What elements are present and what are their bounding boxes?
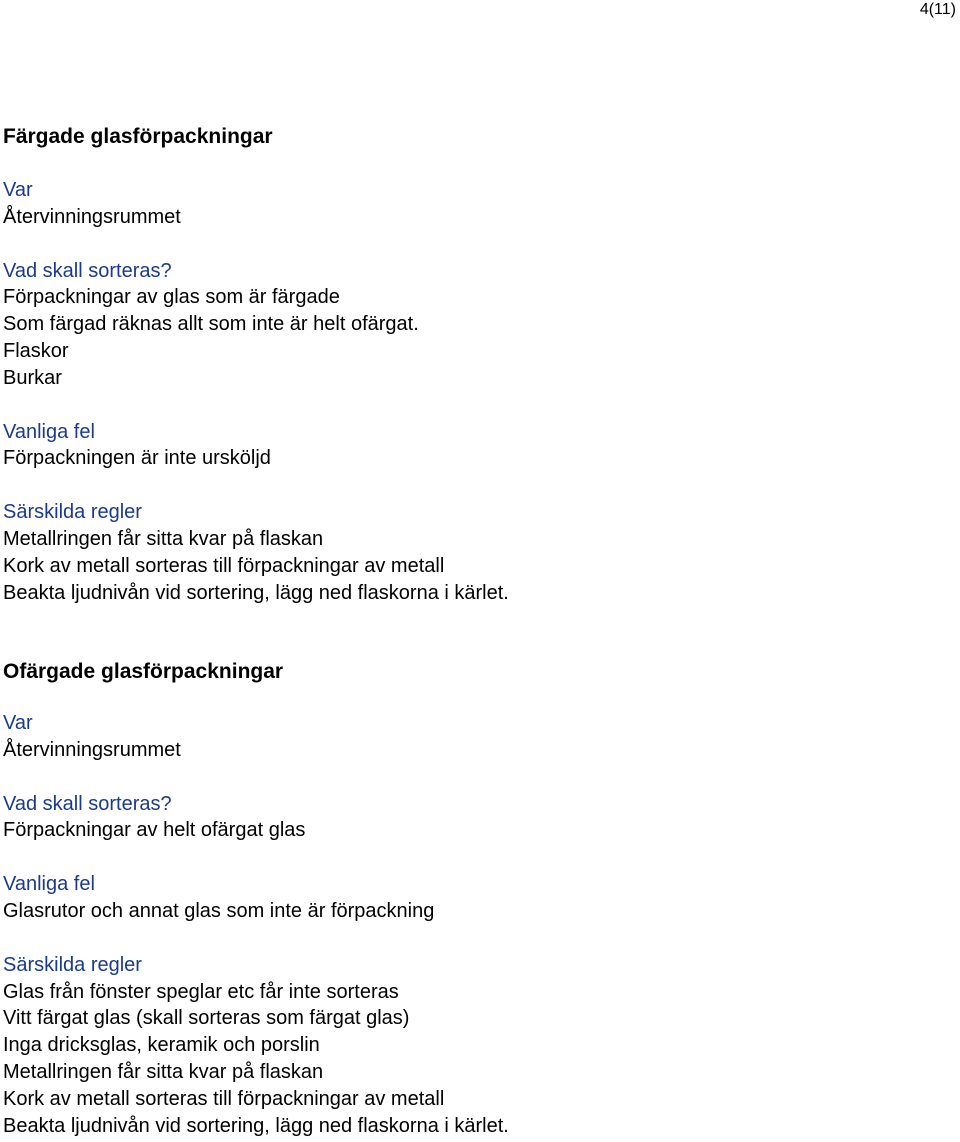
section-title: Färgade glasförpackningar xyxy=(3,125,273,148)
what-item: Burkar xyxy=(3,366,62,389)
rules-item: Glas från fönster speglar etc får inte sorteras xyxy=(3,980,399,1003)
rules-block xyxy=(3,499,953,606)
where-value: Återvinningsrummet xyxy=(3,205,181,228)
section-title: Ofärgade glasförpackningar xyxy=(3,660,284,683)
page-number: 4(11) xyxy=(919,1,956,18)
section-colored-glass xyxy=(3,124,953,606)
rules-block xyxy=(3,952,953,1140)
what-item: Flaskor xyxy=(3,339,69,362)
what-item: Förpackningar av helt ofärgat glas xyxy=(3,819,306,842)
rules-item: Inga dricksglas, keramik och porslin xyxy=(3,1034,320,1057)
rules-item: Beakta ljudnivån vid sortering, lägg ned flaskorna i kärlet. xyxy=(3,581,509,604)
rules-item: Kork av metall sorteras till förpackningar av metall xyxy=(3,554,445,577)
rules-label: Särskilda regler xyxy=(3,953,142,976)
errors-block xyxy=(3,871,953,925)
rules-item: Beakta ljudnivån vid sortering, lägg ned flaskorna i kärlet. xyxy=(3,1114,509,1137)
section-clear-glass xyxy=(3,659,953,1139)
rules-item: Kork av metall sorteras till förpackningar av metall xyxy=(3,1087,445,1110)
what-label: Vad skall sorteras? xyxy=(3,259,172,282)
what-block xyxy=(3,791,953,845)
rules-item: Vitt färgat glas (skall sorteras som färgat glas) xyxy=(3,1007,410,1030)
where-label: Var xyxy=(3,179,33,201)
errors-item: Förpackningen är inte ursköljd xyxy=(3,447,271,470)
where-block xyxy=(3,710,953,764)
rules-label: Särskilda regler xyxy=(3,501,142,524)
where-label: Var xyxy=(3,712,33,734)
where-block xyxy=(3,177,953,231)
errors-block xyxy=(3,419,953,473)
what-label: Vad skall sorteras? xyxy=(3,792,172,815)
errors-label: Vanliga fel xyxy=(3,420,95,443)
errors-item: Glasrutor och annat glas som inte är förpackning xyxy=(3,899,435,922)
what-item: Som färgad räknas allt som inte är helt ofärgat. xyxy=(3,313,419,336)
what-block xyxy=(3,258,953,392)
errors-label: Vanliga fel xyxy=(3,873,95,896)
where-value: Återvinningsrummet xyxy=(3,738,181,761)
rules-item: Metallringen får sitta kvar på flaskan xyxy=(3,1060,324,1083)
rules-item: Metallringen får sitta kvar på flaskan xyxy=(3,527,324,550)
what-item: Förpackningar av glas som är färgade xyxy=(3,286,340,309)
